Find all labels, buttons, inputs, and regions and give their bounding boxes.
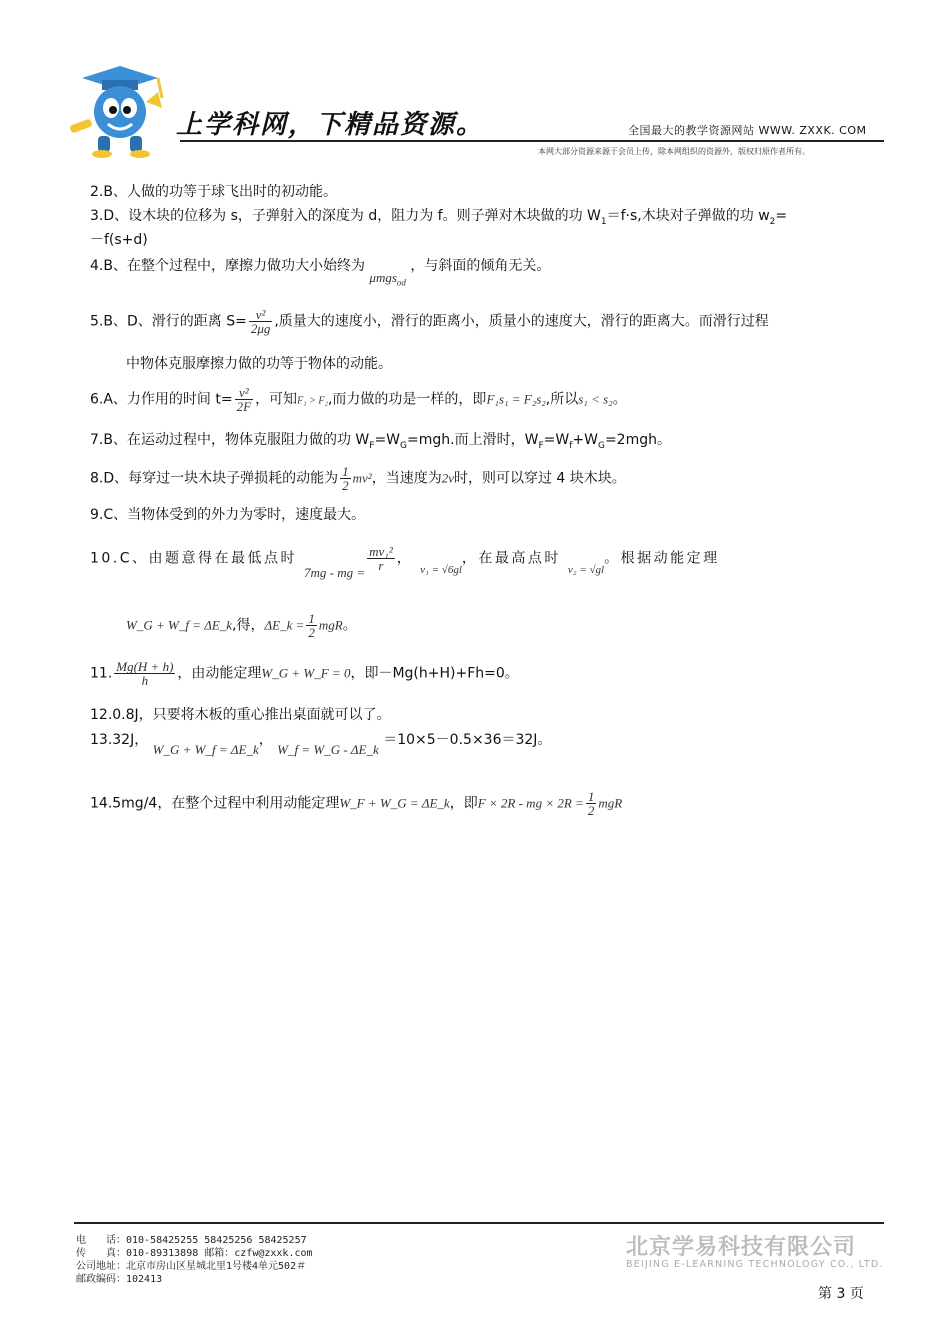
fraction: $\frac{1}{2}$ xyxy=(342,464,349,493)
footer-contact xyxy=(76,1234,313,1286)
logo-mascot xyxy=(62,62,174,158)
answer-3-line2: －f(s+d) xyxy=(90,232,148,248)
fraction: $\frac{\text{v²}}{2F}$ xyxy=(236,385,252,414)
header-slogan: 上学科网，下精品资源。 xyxy=(176,110,485,140)
answer-4: 4.B、在整个过程中，摩擦力做功大小始终为 μmgs$_{od}$ ，与斜面的倾角无关。 xyxy=(90,258,551,288)
fraction: $\frac{Mg(H + h)}{h}$ xyxy=(116,659,174,688)
header-notice: 本网大部分资源来源于会员上传，除本网组织的资源外，版权归原作者所有。 xyxy=(538,147,810,156)
footer-company-cn: 北京学易科技有限公司 xyxy=(626,1235,857,1260)
footer-company-en: BEIJING E-LEARNING TECHNOLOGY CO., LTD. xyxy=(626,1259,884,1270)
answer-2: 2.B、人做的功等于球飞出时的初动能。 xyxy=(90,184,337,200)
header-site-line: 全国最大的教学资源网站 WWW. ZXXK. COM xyxy=(628,124,867,137)
footer-phone: 电 话：010-58425255 58425256 58425257 xyxy=(76,1235,307,1246)
answer-5: 5.B、D、滑行的距离 S= $\frac{\text{v²}}{2\mu g}$ ,质量大的速度小，滑行的距离小，质量小的速度大，滑行的距离大。而滑行过程 xyxy=(90,307,769,336)
footer-fax: 传 真：010-89313898 邮箱：czfw@zxxk.com xyxy=(76,1248,313,1259)
footer-address: 公司地址：北京市房山区星城北里1号楼4单元502＃ xyxy=(76,1261,307,1272)
fraction: $\frac{\text{mv₁²}}{r}$ xyxy=(369,544,393,573)
answer-10: 10.C、由题意得在最低点时 7mg - mg = $\frac{\text{mv₁²}}{r}$ ， $_{v_1 = √6gl}$，在最高点时 $_{v_2 = √gl}$。根据动能定理 xyxy=(90,544,720,580)
answer-11: 11. $\frac{Mg(H + h)}{h}$ ，由动能定理W_G + W_F = 0，即－Mg(h+H)+Fh=0。 xyxy=(90,659,519,688)
answer-6: 6.A、力作用的时间 t= $\frac{\text{v²}}{2F}$ ，可知F₁ > F₂,而力做的功是一样的，即F₁s₁ = F₂s₂,所以s₁ < s₂。 xyxy=(90,385,627,414)
answer-3: 3.D、设木块的位移为 s，子弹射入的深度为 d，阻力为 f。则子弹对木块做的功 $W_1=f\cdot s$,木块对子弹做的功 $w_2=$ xyxy=(90,208,788,227)
answer-13: 13.32J， W_G + W_f = ΔE_k， W_f = W_G - ΔE_k ＝10×5－0.5×36＝32J。 xyxy=(90,732,552,757)
answer-10-line2: W_G + W_f = ΔE_k,得，ΔE_k = $\frac{1}{2}$ mgR。 xyxy=(126,611,357,640)
fraction: $\frac{1}{2}$ xyxy=(308,611,315,640)
fraction: $\frac{1}{2}$ xyxy=(587,789,595,818)
answer-7: 7.B、在运动过程中，物体克服阻力做的功 $W_F=W_G=mgh$.而上滑时，$W_F=W_f+W_G=2mgh$。 xyxy=(90,432,671,451)
answer-5-line2: 中物体克服摩擦力做的功等于物体的动能。 xyxy=(126,356,392,372)
footer-postcode: 邮政编码：102413 xyxy=(76,1274,163,1285)
answer-14: 14.5mg/4，在整个过程中利用动能定理W_F + W_G = ΔE_k，即F × 2R - mg × 2R = $\frac{1}{2}$ mgR xyxy=(90,789,623,818)
fraction: $\frac{\text{v²}}{2\mu g}$ xyxy=(250,307,271,336)
answer-9: 9.C、当物体受到的外力为零时，速度最大。 xyxy=(90,507,366,523)
footer-rule xyxy=(74,1222,884,1224)
page-number: 第 3 页 xyxy=(818,1286,864,1302)
header-rule xyxy=(180,140,884,142)
answer-12: 12.0.8J，只要将木板的重心推出桌面就可以了。 xyxy=(90,707,391,723)
answer-8: 8.D、每穿过一块木块子弹损耗的动能为 $\frac{1}{2}$ mv²，当速度为2v时，则可以穿过 4 块木块。 xyxy=(90,464,626,493)
